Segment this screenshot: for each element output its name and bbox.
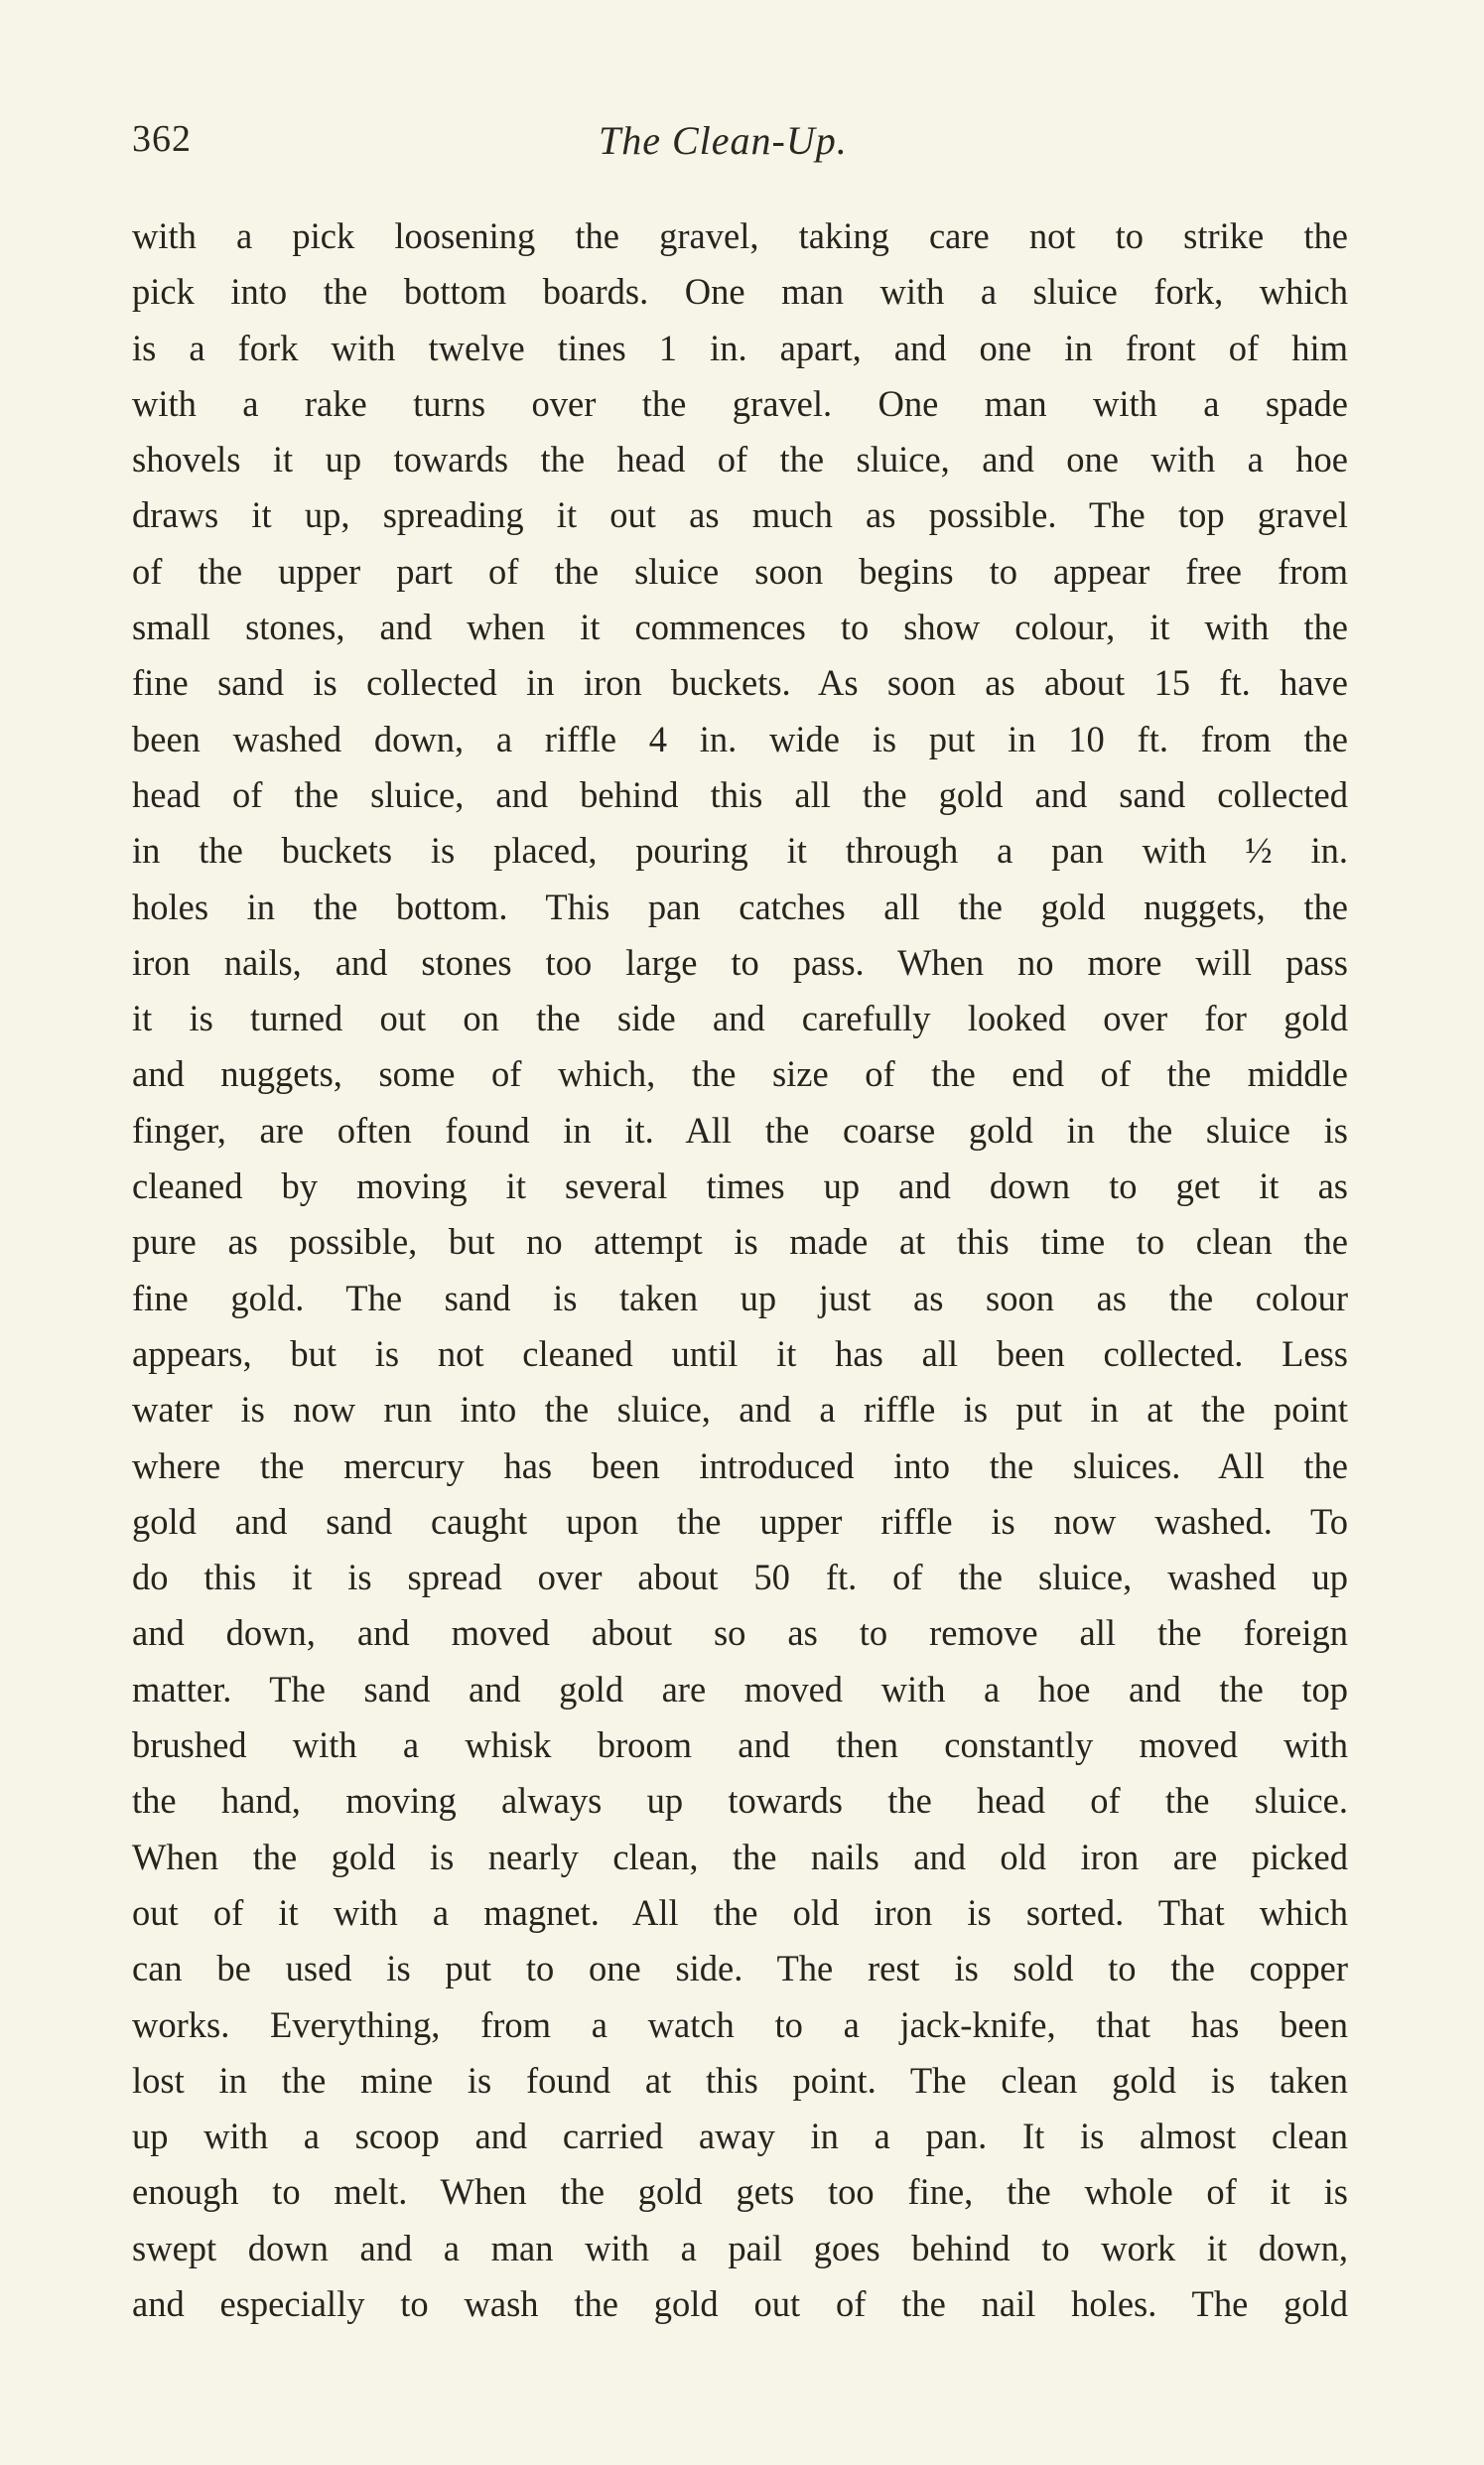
text-line: head of the sluice, and behind this all the gold and sand collected bbox=[132, 773, 1348, 815]
text-line: draws it up, spreading it out as much as possible. The top gravel bbox=[132, 494, 1348, 536]
text-line: enough to melt. When the gold gets too fine, the whole of it is bbox=[132, 2171, 1348, 2213]
text-line: with a pick loosening the gravel, taking care not to strike the bbox=[132, 215, 1348, 256]
text-line: brushed with a whisk broom and then constantly moved with bbox=[132, 1724, 1348, 1766]
text-line: small stones, and when it commences to show colour, it with the bbox=[132, 607, 1348, 648]
text-line: been washed down, a riffle 4 in. wide is put in 10 ft. from the bbox=[132, 718, 1348, 759]
running-head bbox=[132, 117, 1353, 177]
text-line: shovels it up towards the head of the sluice, and one with a hoe bbox=[132, 439, 1348, 480]
text-line: iron nails, and stones too large to pass. When no more will pass bbox=[132, 941, 1348, 983]
text-line: with a rake turns over the gravel. One man with a spade bbox=[132, 382, 1348, 424]
text-line: fine gold. The sand is taken up just as soon as the colour bbox=[132, 1277, 1348, 1318]
text-line: matter. The sand and gold are moved with a hoe and the top bbox=[132, 1668, 1348, 1710]
text-line: When the gold is nearly clean, the nails and old iron are picked bbox=[132, 1836, 1348, 1877]
text-line: in the buckets is placed, pouring it through a pan with ½ in. bbox=[132, 830, 1348, 872]
text-line: works. Everything, from a watch to a jack-knife, that has been bbox=[132, 2003, 1348, 2045]
text-line: finger, are often found in it. All the coarse gold in the sluice is bbox=[132, 1109, 1348, 1151]
text-line: it is turned out on the side and carefully looked over for gold bbox=[132, 998, 1348, 1039]
text-line: the hand, moving always up towards the head of the sluice. bbox=[132, 1780, 1348, 1822]
text-line: and nuggets, some of which, the size of the end of the middle bbox=[132, 1053, 1348, 1095]
text-line: cleaned by moving it several times up and down to get it as bbox=[132, 1165, 1348, 1207]
running-title: The Clean-Up. bbox=[599, 118, 848, 163]
text-line: out of it with a magnet. All the old iron is sorted. That which bbox=[132, 1891, 1348, 1933]
text-line: and especially to wash the gold out of the nail holes. The gold bbox=[132, 2282, 1348, 2324]
text-line: gold and sand caught upon the upper riffle is now washed. To bbox=[132, 1500, 1348, 1542]
text-line: is a fork with twelve tines 1 in. apart, and one in front of him bbox=[132, 327, 1348, 368]
text-line: do this it is spread over about 50 ft. of the sluice, washed up bbox=[132, 1557, 1348, 1598]
text-line: can be used is put to one side. The rest is sold to the copper bbox=[132, 1948, 1348, 1989]
text-line: up with a scoop and carried away in a pan. It is almost clean bbox=[132, 2116, 1348, 2157]
text-line: pure as possible, but no attempt is made at this time to clean the bbox=[132, 1221, 1348, 1263]
text-line: appears, but is not cleaned until it has all been collected. Less bbox=[132, 1332, 1348, 1374]
text-line: and down, and moved about so as to remove all the foreign bbox=[132, 1612, 1348, 1654]
text-line: pick into the bottom boards. One man with a sluice fork, which bbox=[132, 271, 1348, 313]
text-line: of the upper part of the sluice soon begins to appear free from bbox=[132, 550, 1348, 592]
text-line: lost in the mine is found at this point. The clean gold is taken bbox=[132, 2059, 1348, 2101]
text-line: fine sand is collected in iron buckets. As soon as about 15 ft. have bbox=[132, 662, 1348, 704]
text-line: holes in the bottom. This pan catches all the gold nuggets, the bbox=[132, 886, 1348, 927]
page-number: 362 bbox=[132, 118, 192, 160]
text-line: water is now run into the sluice, and a riffle is put in at the point bbox=[132, 1389, 1348, 1431]
text-line: swept down and a man with a pail goes behind to work it down, bbox=[132, 2227, 1348, 2268]
text-line: where the mercury has been introduced into the sluices. All the bbox=[132, 1444, 1348, 1486]
body-text bbox=[132, 208, 1348, 2332]
